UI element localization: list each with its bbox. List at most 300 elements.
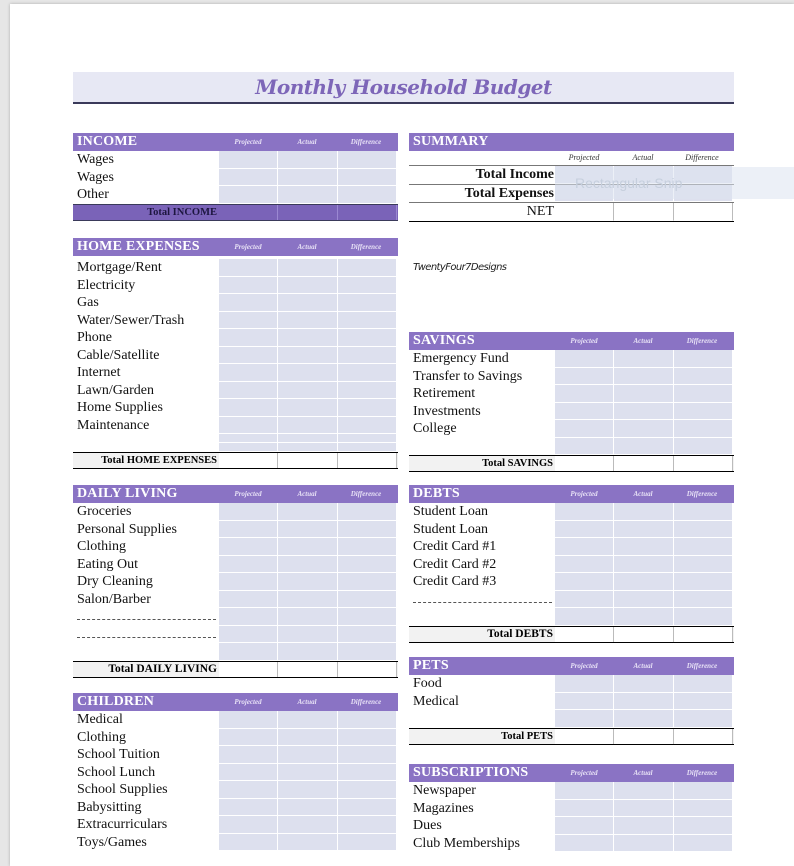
projected-cell[interactable]: [219, 711, 278, 729]
actual-cell[interactable]: [278, 417, 337, 435]
actual-cell[interactable]: [278, 382, 337, 400]
col-difference: Difference: [685, 153, 719, 162]
difference-cell[interactable]: [674, 710, 733, 728]
table-row: [73, 538, 398, 556]
pets-section: [409, 657, 734, 745]
actual-cell[interactable]: [614, 817, 673, 835]
table-row: [409, 403, 734, 421]
total-projected[interactable]: [555, 456, 614, 471]
projected-cell[interactable]: [219, 312, 278, 330]
projected-cell[interactable]: [219, 382, 278, 400]
row-label: School Lunch: [77, 764, 156, 780]
col-actual: Actual: [297, 243, 317, 251]
table-row: [73, 521, 398, 539]
total-difference[interactable]: [674, 456, 733, 471]
projected-cell[interactable]: [555, 556, 614, 574]
difference-cell[interactable]: [338, 382, 397, 400]
difference-cell[interactable]: [674, 438, 733, 456]
projected-cell[interactable]: [555, 438, 614, 456]
difference-cell[interactable]: [338, 816, 397, 834]
total-label: Total DEBTS: [487, 627, 553, 640]
row-label: Mortgage/Rent: [77, 260, 162, 275]
table-row: [73, 643, 398, 661]
projected-cell[interactable]: [555, 503, 614, 521]
projected-cell[interactable]: [555, 521, 614, 539]
table-row: [73, 434, 398, 443]
table-row: [409, 835, 734, 853]
table-row: [73, 169, 398, 187]
total-actual[interactable]: [614, 627, 673, 642]
actual-cell[interactable]: [614, 538, 673, 556]
table-row: [73, 764, 398, 782]
table-row: [409, 385, 734, 403]
projected-cell[interactable]: [219, 259, 278, 277]
actual-cell[interactable]: [278, 443, 337, 452]
actual-cell[interactable]: [614, 420, 673, 438]
total-actual[interactable]: [278, 205, 337, 220]
table-row: [73, 799, 398, 817]
row-label: Investments: [413, 403, 481, 419]
actual-cell[interactable]: [614, 675, 673, 693]
projected-cell[interactable]: [219, 329, 278, 347]
table-row: [73, 294, 398, 312]
projected-cell[interactable]: [219, 608, 278, 626]
difference-cell[interactable]: [674, 203, 733, 221]
total-difference[interactable]: [674, 729, 733, 744]
projected-cell[interactable]: [555, 693, 614, 711]
difference-cell[interactable]: [338, 259, 397, 277]
table-row: [409, 438, 734, 456]
col-difference: Difference: [686, 337, 718, 345]
row-label: Cable/Satellite: [77, 347, 160, 363]
col-projected: Projected: [570, 662, 598, 670]
row-label: Credit Card #1: [413, 539, 497, 554]
difference-cell[interactable]: [338, 417, 397, 435]
difference-cell[interactable]: [338, 643, 397, 661]
row-label: Home Supplies: [77, 400, 163, 415]
total-actual[interactable]: [614, 456, 673, 471]
projected-cell[interactable]: [219, 591, 278, 609]
total-difference[interactable]: [338, 662, 397, 677]
actual-cell[interactable]: [278, 434, 337, 443]
actual-cell[interactable]: [614, 438, 673, 456]
projected-cell[interactable]: [219, 626, 278, 644]
actual-cell[interactable]: [278, 591, 337, 609]
row-label: School Tuition: [77, 747, 160, 762]
actual-cell[interactable]: [278, 503, 337, 521]
projected-cell[interactable]: [219, 764, 278, 782]
projected-cell[interactable]: [219, 294, 278, 312]
table-row: [73, 834, 398, 852]
table-row: [73, 729, 398, 747]
row-label: Student Loan: [413, 521, 489, 537]
actual-cell[interactable]: [614, 710, 673, 728]
row-label: Babysitting: [77, 799, 142, 815]
income-rows: [73, 151, 398, 204]
projected-cell[interactable]: [219, 443, 278, 452]
row-label: Emergency Fund: [413, 351, 509, 366]
actual-cell[interactable]: [614, 203, 673, 221]
projected-cell[interactable]: [219, 364, 278, 382]
table-row: [73, 399, 398, 417]
actual-cell[interactable]: [278, 364, 337, 382]
total-difference[interactable]: [338, 453, 397, 468]
actual-cell[interactable]: [614, 573, 673, 591]
difference-cell[interactable]: [338, 329, 397, 347]
table-row: [73, 312, 398, 330]
difference-cell[interactable]: [674, 420, 733, 438]
difference-cell[interactable]: [338, 834, 397, 852]
difference-cell[interactable]: [674, 782, 733, 800]
home-expenses-section: [73, 238, 398, 469]
projected-cell[interactable]: [555, 817, 614, 835]
row-label: Total Income: [475, 167, 554, 182]
difference-cell[interactable]: [338, 573, 397, 591]
difference-cell[interactable]: [674, 385, 733, 403]
projected-cell[interactable]: [219, 538, 278, 556]
row-label: Personal Supplies: [77, 521, 177, 537]
table-row: [409, 573, 734, 591]
difference-cell[interactable]: [338, 626, 397, 644]
actual-cell[interactable]: [278, 151, 337, 169]
projected-cell[interactable]: [219, 781, 278, 799]
savings-total-row: [409, 455, 734, 472]
table-row: [73, 711, 398, 729]
projected-cell[interactable]: [555, 403, 614, 421]
projected-cell[interactable]: [555, 710, 614, 728]
projected-cell[interactable]: [555, 203, 614, 221]
difference-cell[interactable]: [338, 347, 397, 365]
projected-cell[interactable]: [555, 800, 614, 818]
actual-cell[interactable]: [278, 834, 337, 852]
difference-cell[interactable]: [674, 556, 733, 574]
projected-cell[interactable]: [219, 347, 278, 365]
difference-cell[interactable]: [338, 591, 397, 609]
difference-cell[interactable]: [674, 350, 733, 368]
pets-total-row: [409, 728, 734, 745]
actual-cell[interactable]: [614, 693, 673, 711]
row-label: Lawn/Garden: [77, 382, 154, 398]
difference-cell[interactable]: [674, 675, 733, 693]
table-row: [73, 329, 398, 347]
row-label: Medical: [77, 712, 123, 727]
row-label: Electricity: [77, 277, 136, 293]
row-label: Phone: [77, 330, 112, 345]
table-row: [409, 503, 734, 521]
difference-cell[interactable]: [674, 608, 733, 626]
actual-cell[interactable]: [278, 781, 337, 799]
projected-cell[interactable]: [219, 834, 278, 852]
total-projected[interactable]: [219, 662, 278, 677]
actual-cell[interactable]: [278, 746, 337, 764]
children-section: [73, 693, 398, 851]
difference-cell[interactable]: [674, 403, 733, 421]
col-actual: Actual: [297, 490, 317, 498]
projected-cell[interactable]: [219, 556, 278, 574]
col-projected: Projected: [234, 243, 262, 251]
projected-cell[interactable]: [219, 816, 278, 834]
difference-cell[interactable]: [674, 368, 733, 386]
income-total-row: [73, 204, 398, 221]
actual-cell[interactable]: [278, 277, 337, 295]
row-label: Gas: [77, 295, 99, 310]
actual-cell[interactable]: [278, 764, 337, 782]
actual-cell[interactable]: [614, 608, 673, 626]
total-label: Total SAVINGS: [482, 458, 553, 469]
actual-cell[interactable]: [278, 626, 337, 644]
col-difference: Difference: [350, 138, 382, 146]
row-label: Groceries: [77, 504, 132, 519]
projected-cell[interactable]: [555, 420, 614, 438]
projected-cell[interactable]: [555, 538, 614, 556]
total-projected[interactable]: [555, 729, 614, 744]
actual-cell[interactable]: [614, 503, 673, 521]
difference-cell[interactable]: [338, 399, 397, 417]
projected-cell[interactable]: [555, 608, 614, 626]
row-label: Extracurriculars: [77, 817, 168, 832]
difference-cell[interactable]: [338, 799, 397, 817]
table-row: [73, 503, 398, 521]
difference-cell[interactable]: [338, 538, 397, 556]
col-actual: Actual: [633, 662, 653, 670]
row-label: Credit Card #3: [413, 574, 497, 589]
col-actual: Actual: [633, 769, 653, 777]
projected-cell[interactable]: [219, 434, 278, 443]
summary-row-net: [409, 202, 734, 222]
blank-line[interactable]: [413, 602, 552, 603]
total-actual[interactable]: [614, 729, 673, 744]
difference-cell[interactable]: [338, 521, 397, 539]
total-label: Total INCOME: [147, 206, 217, 218]
projected-cell[interactable]: [219, 729, 278, 747]
blank-line[interactable]: [77, 637, 216, 638]
table-row: [73, 443, 398, 452]
table-row: [73, 626, 398, 644]
brand-watermark: TwentyFour7Designs: [413, 262, 507, 273]
pets-title: PETS: [413, 658, 449, 673]
difference-cell[interactable]: [338, 729, 397, 747]
col-difference: Difference: [350, 698, 382, 706]
col-actual: Actual: [633, 490, 653, 498]
summary-title: SUMMARY: [413, 134, 489, 149]
actual-cell[interactable]: [278, 186, 337, 204]
row-label: Internet: [77, 365, 121, 380]
projected-cell[interactable]: [555, 350, 614, 368]
difference-cell[interactable]: [338, 294, 397, 312]
difference-cell[interactable]: [338, 312, 397, 330]
projected-cell[interactable]: [555, 573, 614, 591]
total-projected[interactable]: [219, 205, 278, 220]
table-row: [73, 816, 398, 834]
difference-cell[interactable]: [674, 817, 733, 835]
daily-living-section: [73, 485, 398, 678]
row-label: NET: [526, 204, 554, 219]
col-projected: Projected: [570, 769, 598, 777]
actual-cell[interactable]: [278, 521, 337, 539]
projected-cell[interactable]: [555, 782, 614, 800]
difference-cell[interactable]: [674, 503, 733, 521]
col-actual: Actual: [632, 153, 654, 162]
projected-cell[interactable]: [555, 591, 614, 609]
page-title: [73, 72, 734, 104]
actual-cell[interactable]: [278, 643, 337, 661]
actual-cell[interactable]: [278, 711, 337, 729]
projected-cell[interactable]: [219, 277, 278, 295]
actual-cell[interactable]: [278, 329, 337, 347]
row-label: College: [413, 421, 457, 436]
row-label: Wages: [77, 169, 114, 185]
difference-cell[interactable]: [674, 835, 733, 853]
col-projected: Projected: [570, 337, 598, 345]
actual-cell[interactable]: [278, 294, 337, 312]
table-row: [73, 781, 398, 799]
col-actual: Actual: [297, 698, 317, 706]
projected-cell[interactable]: [219, 399, 278, 417]
table-row: [409, 350, 734, 368]
projected-cell[interactable]: [219, 643, 278, 661]
actual-cell[interactable]: [614, 385, 673, 403]
row-label: Retirement: [413, 386, 476, 401]
debts-header: [409, 485, 734, 503]
projected-cell[interactable]: [555, 368, 614, 386]
projected-cell[interactable]: [555, 385, 614, 403]
col-projected: Projected: [234, 490, 262, 498]
row-label: Total Expenses: [464, 185, 554, 201]
actual-cell[interactable]: [278, 259, 337, 277]
actual-cell[interactable]: [614, 800, 673, 818]
row-label: Eating Out: [77, 556, 139, 572]
actual-cell[interactable]: [278, 556, 337, 574]
difference-cell[interactable]: [338, 277, 397, 295]
income-section: [73, 133, 398, 221]
table-row: [73, 364, 398, 382]
actual-cell[interactable]: [278, 169, 337, 187]
row-label: Transfer to Savings: [413, 368, 523, 384]
difference-cell[interactable]: [338, 503, 397, 521]
total-projected[interactable]: [219, 453, 278, 468]
difference-cell[interactable]: [338, 764, 397, 782]
table-row: [409, 782, 734, 800]
projected-cell[interactable]: [219, 799, 278, 817]
subscriptions-section: [409, 764, 734, 852]
subscriptions-title: SUBSCRIPTIONS: [413, 765, 529, 780]
row-label: Student Loan: [413, 504, 489, 519]
actual-cell[interactable]: [614, 521, 673, 539]
difference-cell[interactable]: [338, 364, 397, 382]
difference-cell[interactable]: [338, 746, 397, 764]
projected-cell[interactable]: [219, 169, 278, 187]
difference-cell[interactable]: [338, 151, 397, 169]
projected-cell[interactable]: [219, 503, 278, 521]
actual-cell[interactable]: [278, 538, 337, 556]
col-projected: Projected: [234, 138, 262, 146]
children-title: CHILDREN: [77, 694, 155, 709]
difference-cell[interactable]: [338, 781, 397, 799]
actual-cell[interactable]: [278, 729, 337, 747]
difference-cell[interactable]: [674, 521, 733, 539]
actual-cell[interactable]: [278, 347, 337, 365]
difference-cell[interactable]: [674, 573, 733, 591]
table-row: [73, 591, 398, 609]
page-title-text: Monthly Household Budget: [255, 75, 552, 99]
pets-header: [409, 657, 734, 675]
difference-cell[interactable]: [338, 169, 397, 187]
actual-cell[interactable]: [278, 573, 337, 591]
actual-cell[interactable]: [614, 350, 673, 368]
difference-cell[interactable]: [674, 693, 733, 711]
debts-section: [409, 485, 734, 643]
table-row: [73, 608, 398, 626]
col-projected: Projected: [234, 698, 262, 706]
debts-title: DEBTS: [413, 486, 460, 501]
difference-cell[interactable]: [338, 434, 397, 443]
col-difference: Difference: [686, 769, 718, 777]
total-difference[interactable]: [674, 627, 733, 642]
projected-cell[interactable]: [555, 675, 614, 693]
difference-cell[interactable]: [338, 443, 397, 452]
projected-cell[interactable]: [219, 573, 278, 591]
projected-cell[interactable]: [219, 746, 278, 764]
total-projected[interactable]: [555, 627, 614, 642]
projected-cell[interactable]: [219, 417, 278, 435]
table-row: [409, 368, 734, 386]
actual-cell[interactable]: [614, 591, 673, 609]
children-header: [73, 693, 398, 711]
actual-cell[interactable]: [614, 368, 673, 386]
difference-cell[interactable]: [338, 186, 397, 204]
actual-cell[interactable]: [278, 399, 337, 417]
actual-cell[interactable]: [278, 312, 337, 330]
difference-cell[interactable]: [674, 591, 733, 609]
row-label: Magazines: [413, 800, 474, 816]
blank-line[interactable]: [77, 619, 216, 620]
total-label: Total DAILY LIVING: [108, 662, 217, 675]
actual-cell[interactable]: [278, 799, 337, 817]
row-label: Food: [413, 676, 442, 691]
row-label: School Supplies: [77, 782, 168, 797]
actual-cell[interactable]: [614, 556, 673, 574]
col-projected: Projected: [568, 153, 600, 162]
home-expenses-total-row: [73, 452, 398, 469]
difference-cell[interactable]: [338, 556, 397, 574]
total-actual[interactable]: [278, 453, 337, 468]
difference-cell[interactable]: [674, 538, 733, 556]
col-difference: Difference: [686, 662, 718, 670]
difference-cell[interactable]: [338, 608, 397, 626]
projected-cell[interactable]: [219, 521, 278, 539]
table-row: [73, 573, 398, 591]
difference-cell[interactable]: [338, 711, 397, 729]
daily-living-header: [73, 485, 398, 503]
projected-cell[interactable]: [555, 835, 614, 853]
table-row: [73, 417, 398, 435]
projected-cell[interactable]: [219, 151, 278, 169]
actual-cell[interactable]: [614, 782, 673, 800]
table-row: [73, 347, 398, 365]
actual-cell[interactable]: [614, 835, 673, 853]
actual-cell[interactable]: [278, 816, 337, 834]
total-actual[interactable]: [278, 662, 337, 677]
projected-cell[interactable]: [219, 186, 278, 204]
table-row: [409, 556, 734, 574]
actual-cell[interactable]: [614, 403, 673, 421]
summary-column-headers: [409, 151, 734, 165]
total-difference[interactable]: [338, 205, 397, 220]
actual-cell[interactable]: [278, 608, 337, 626]
table-row: [409, 591, 734, 609]
col-difference: Difference: [350, 490, 382, 498]
difference-cell[interactable]: [674, 800, 733, 818]
